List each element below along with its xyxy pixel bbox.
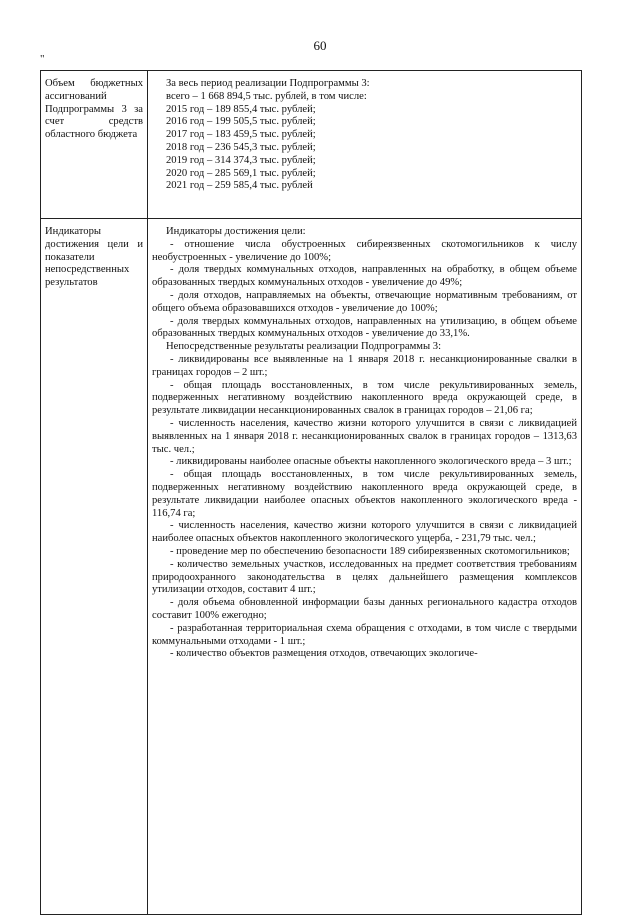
budget-line: 2017 год – 183 459,5 тыс. рублей;	[166, 129, 316, 141]
budget-line: 2019 год – 314 374,3 тыс. рублей;	[166, 154, 316, 166]
budget-line: 2018 год – 236 545,3 тыс. рублей;	[166, 141, 316, 153]
indicator-item: - доля отходов, направляемых на объекты, отвечающие нормативным требованиям, от общего объема образовавшихся отходов - увеличение до 100%;	[152, 289, 577, 314]
result-item: - разработанная территориальная схема обращения с отходами, в том числе с твердыми коммунальными отходами - 1 шт.;	[152, 622, 577, 647]
result-item: - количество земельных участков, исследованных на предмет соответствия требованиям природоохранного законодательства в целях дальнейшего размещения комплексов утилизации отходов, составит 4 шт.;	[152, 558, 577, 596]
budget-line: 2020 год – 285 569,1 тыс. рублей;	[166, 167, 316, 179]
result-item: - ликвидированы все выявленные на 1 января 2018 г. несанкционированные свалки в границах городов – 2 шт.;	[152, 353, 577, 378]
result-item: - общая площадь восстановленных, в том числе рекультивированных земель, подверженных негативному воздействию накопленного вреда окружающей среде, в результате ликвидации несанкционированных свалок в границах городов – 21,06 га;	[152, 379, 577, 417]
results-heading: Непосредственные результаты реализации Подпрограммы 3:	[166, 341, 442, 353]
indicators-label: Индикаторы достижения цели и показатели непосредственных результатов	[41, 219, 148, 915]
indicators-content	[148, 219, 582, 915]
result-item: - общая площадь восстановленных, в том числе рекультивированных земель, подверженных негативному воздействию накопленного вреда окружающей среде, в результате ликвидации наиболее опасных объектов накопленного экологического вреда - 116,74 га;	[152, 469, 577, 519]
budget-line: 2021 год – 259 585,4 тыс. рублей	[166, 180, 313, 192]
budget-line: 2016 год – 199 505,5 тыс. рублей;	[166, 116, 316, 128]
budget-content	[148, 71, 582, 219]
indicators-row	[41, 219, 582, 915]
opening-quote-mark: "	[40, 53, 45, 65]
budget-line: За весь период реализации Подпрограммы 3:	[166, 78, 370, 89]
budget-label: Объем бюджетных ассигнований Подпрограммы 3 за счет средств областного бюджета	[41, 71, 148, 219]
budget-row	[41, 71, 582, 219]
result-item: - численность населения, качество жизни которого улучшится в связи с ликвидацией выявленных на 1 января 2018 г. несанкционированных свалок в границах городов – 1313,63 тыс. чел.;	[152, 417, 577, 455]
result-item: - количество объектов размещения отходов, отвечающих экологиче-	[170, 648, 478, 660]
page-number: 60	[313, 38, 327, 53]
indicators-heading: Индикаторы достижения цели:	[166, 226, 306, 237]
result-item: - проведение мер по обеспечению безопасности 189 сибиреязвенных скотомогильников;	[170, 545, 570, 557]
program-passport-table	[40, 70, 582, 915]
indicator-item: - доля твердых коммунальных отходов, направленных на обработку, в общем объеме образованных твердых коммунальных отходов - увеличение до 49%;	[152, 264, 577, 289]
result-item: - численность населения, качество жизни которого улучшится в связи с ликвидацией наиболее опасных объектов накопленного экологического ущерба, - 231,79 тыс. чел.;	[152, 520, 577, 545]
result-item: - доля объема обновленной информации базы данных регионального кадастра отходов составит 100% ежегодно;	[152, 597, 577, 621]
budget-line: 2015 год – 189 855,4 тыс. рублей;	[166, 103, 316, 115]
indicator-item: - доля твердых коммунальных отходов, направленных на утилизацию, в общем объеме образованных твердых коммунальных отходов - увеличение до 33,1%.	[152, 315, 577, 340]
result-item: - ликвидированы наиболее опасные объекты накопленного экологического вреда – 3 шт.;	[170, 456, 572, 468]
indicator-item: - отношение числа обустроенных сибиреязвенных скотомогильников к числу необустроенных - увеличение до 100%;	[152, 238, 577, 263]
budget-line: всего – 1 668 894,5 тыс. рублей, в том числе:	[166, 90, 367, 102]
